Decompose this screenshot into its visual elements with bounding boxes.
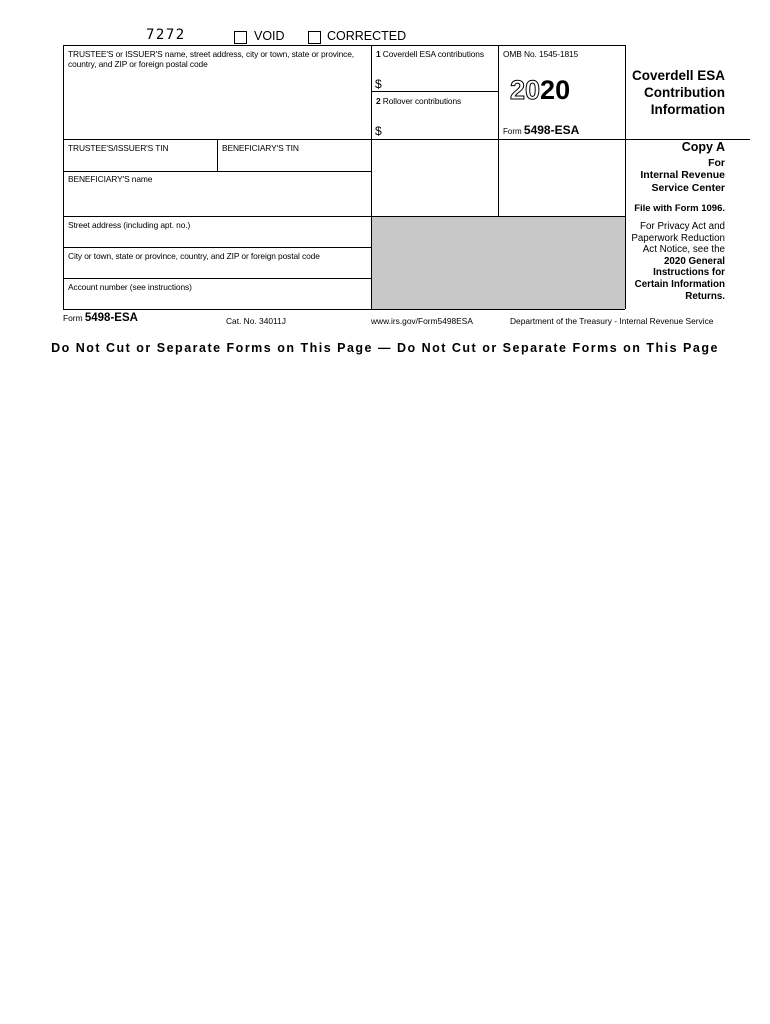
trustee-name-label: TRUSTEE'S or ISSUER'S name, street address, city or town, state or province, country, and ZIP or foreign postal code (68, 49, 355, 69)
box2-currency: $ (375, 124, 382, 138)
copy-irs-line: Service Center (651, 181, 725, 194)
box2-text: Rollover contributions (382, 96, 462, 106)
empty-box-field[interactable] (372, 172, 497, 215)
trustee-tin-field[interactable] (64, 154, 216, 170)
privacy-line: For Privacy Act and (640, 221, 725, 232)
beneficiary-tin-field[interactable] (218, 154, 370, 170)
street-address-label: Street address (including apt. no.) (68, 220, 191, 230)
box1-number: 1 (376, 49, 381, 59)
form-name (503, 123, 579, 137)
row-border (63, 171, 371, 172)
box1-text: Coverdell ESA contributions (382, 49, 484, 59)
tax-year-solid: 20 (540, 75, 571, 105)
row-border (63, 247, 371, 248)
form-number: 5498-ESA (523, 123, 580, 137)
form-title (585, 67, 725, 118)
city-field[interactable] (64, 262, 370, 277)
street-address-field[interactable] (64, 231, 370, 246)
omb-number: OMB No. 1545-1815 (503, 49, 579, 59)
trustee-name-field[interactable] (64, 70, 370, 138)
void-label: VOID (254, 29, 285, 43)
row-border (63, 278, 371, 279)
copy-for-text: For (708, 157, 725, 169)
do-not-cut-banner: Do Not Cut or Separate Forms on This Page — Do Not Cut or Separate Forms on This Page (51, 341, 719, 355)
box2-number: 2 (376, 96, 381, 106)
row-border (63, 216, 625, 217)
copy-label: Copy A (681, 140, 725, 154)
copy-irs-line: Internal Revenue (640, 169, 725, 182)
empty-box-field[interactable] (372, 140, 497, 171)
void-checkbox[interactable] (234, 31, 247, 44)
account-number-field[interactable] (64, 293, 370, 308)
box1-label (376, 49, 484, 59)
footer-form-name (63, 312, 138, 324)
beneficiary-name-label: BENEFICIARY'S name (68, 174, 153, 184)
footer-form-prefix: Form (63, 313, 83, 323)
privacy-notice (585, 221, 725, 302)
file-with-text: File with Form 1096. (634, 203, 725, 214)
copy-for (585, 157, 725, 194)
title-line: Information (650, 102, 725, 117)
irs-url[interactable]: www.irs.gov/Form5498ESA (371, 316, 473, 326)
form-prefix: Form (503, 127, 522, 136)
privacy-line: Instructions for (653, 267, 725, 279)
privacy-line: 2020 General (663, 255, 725, 267)
box1-currency: $ (375, 77, 382, 91)
catalog-number: Cat. No. 34011J (226, 316, 286, 326)
privacy-line: Certain Information (634, 278, 725, 290)
box2-label (376, 96, 461, 106)
privacy-line: Act Notice, see the (642, 244, 725, 256)
form-top-border (63, 45, 625, 46)
form-code: 7272 (146, 27, 186, 43)
box2-field[interactable] (386, 108, 497, 138)
title-line: Coverdell ESA (631, 68, 725, 83)
corrected-checkbox[interactable] (308, 31, 321, 44)
account-number-label: Account number (see instructions) (68, 282, 192, 292)
beneficiary-name-field[interactable] (64, 186, 370, 215)
box-divider (371, 91, 498, 92)
city-label: City or town, state or province, country, and ZIP or foreign postal code (68, 251, 320, 261)
form-bottom-border (63, 309, 625, 310)
footer-form-number: 5498-ESA (84, 312, 138, 324)
box1-field[interactable] (386, 62, 497, 90)
beneficiary-tin-label: BENEFICIARY'S TIN (222, 143, 299, 153)
title-line: Contribution (644, 85, 725, 100)
privacy-line: Paperwork Reduction (631, 232, 725, 244)
privacy-line: Returns. (685, 290, 725, 302)
department-text: Department of the Treasury - Internal Revenue Service (510, 316, 714, 326)
corrected-label: CORRECTED (327, 29, 407, 43)
tax-year-outline: 20 (510, 75, 541, 105)
trustee-tin-label: TRUSTEE'S/ISSUER'S TIN (68, 143, 169, 153)
tax-year (510, 75, 570, 106)
